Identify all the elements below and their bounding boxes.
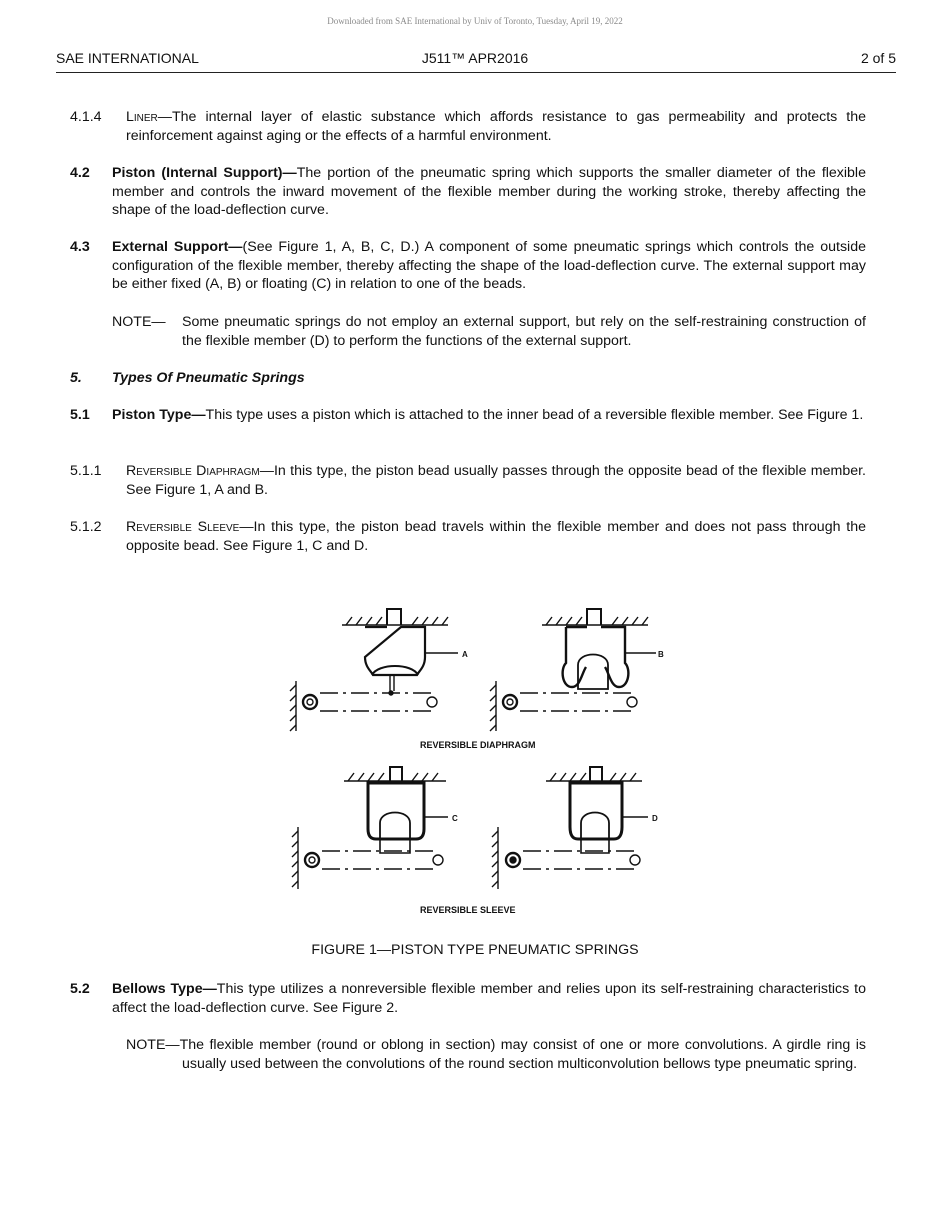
group-label-reversible-sleeve: REVERSIBLE SLEEVE [420, 905, 516, 915]
label-b: B [658, 650, 664, 659]
section-5-title: Types Of Pneumatic Springs [112, 370, 305, 386]
term-bellows-type: Bellows Type— [112, 981, 217, 997]
body-text: The portion of the pneumatic spring which supports the smaller diameter of the flexible member and controls the inward movement of the flexible member during the working stroke, thereby affecting the shape of the load-deflection curve. [112, 165, 866, 219]
spring-d-diagram [492, 767, 648, 889]
section-number-4-1-4: 4.1.4 [70, 109, 102, 125]
section-5-1 [112, 406, 866, 425]
spring-a-diagram [290, 609, 458, 731]
header-doc-id: J511™ APR2016 [421, 50, 529, 66]
figure-1-caption: FIGURE 1—PISTON TYPE PNEUMATIC SPRINGS [311, 942, 639, 958]
note-label: NOTE— [112, 314, 166, 330]
spring-c-diagram [292, 767, 448, 889]
body-text: —In this type, the piston bead travels within the flexible member and does not pass through the opposite bead. See Figure 1, C and D. [126, 519, 866, 554]
page-header [56, 50, 896, 73]
section-5-1-2 [126, 518, 866, 555]
section-number-4-3: 4.3 [70, 239, 90, 255]
term-liner: Liner [126, 109, 158, 125]
section-number-5-1-1: 5.1.1 [70, 463, 102, 479]
spring-b-diagram [490, 609, 656, 731]
section-number-5-1: 5.1 [70, 407, 90, 423]
body-text: This type utilizes a nonreversible flexible member and relies upon its self-restraining characteristics to affect the load-deflection curve. See Figure 2. [112, 981, 866, 1016]
figure-1-pneumatic-springs [0, 595, 950, 935]
term-piston: Piston (Internal Support)— [112, 165, 297, 181]
section-5-1-1 [126, 462, 866, 499]
body-text: —The internal layer of elastic substance which affords resistance to gas permeability and protects the reinforcement against aging or the effects of a harmful environment. [126, 109, 866, 144]
section-4-1-4 [126, 108, 866, 145]
label-a: A [462, 650, 468, 659]
note-external-support: Some pneumatic springs do not employ an external support, but rely on the self-restraining construction of the flexible member (D) to perform the functions of the external support. [182, 314, 866, 349]
label-c: C [452, 814, 458, 823]
section-number-4-2: 4.2 [70, 165, 90, 181]
section-4-3 [112, 238, 866, 294]
section-5-2 [112, 980, 866, 1017]
body-text: (See Figure 1, A, B, C, D.) A component of some pneumatic springs which controls the outside configuration of the flexible member, thereby affecting the shape of the load-deflection curve. The external support may be either fixed (A, B) or floating (C) in relation to one of the beads. [112, 239, 866, 293]
body-text: —In this type, the piston bead usually passes through the opposite bead of the flexible member. See Figure 1, A and B. [126, 463, 866, 498]
download-watermark: Downloaded from SAE International by Univ of Toronto, Tuesday, April 19, 2022 [327, 16, 623, 26]
header-page-number: 2 of 5 [860, 50, 896, 66]
term-reversible-sleeve: Reversible Sleeve [126, 519, 240, 535]
note-bellows: NOTE—The flexible member (round or oblong in section) may consist of one or more convolutions. A girdle ring is usually used between the convolutions of the round section multiconvolution bellows type pneumatic spring. [126, 1037, 866, 1072]
group-label-reversible-diaphragm: REVERSIBLE DIAPHRAGM [420, 740, 536, 750]
header-org: SAE INTERNATIONAL [56, 50, 199, 66]
section-number-5-1-2: 5.1.2 [70, 519, 102, 535]
term-reversible-diaphragm: Reversible Diaphragm [126, 463, 260, 479]
section-number-5-2: 5.2 [70, 981, 90, 997]
term-piston-type: Piston Type— [112, 407, 206, 423]
label-d: D [652, 814, 658, 823]
section-4-2 [112, 164, 866, 220]
section-number-5: 5. [70, 370, 82, 386]
body-text: This type uses a piston which is attached to the inner bead of a reversible flexible member. See Figure 1. [205, 407, 864, 423]
term-external-support: External Support— [112, 239, 243, 255]
